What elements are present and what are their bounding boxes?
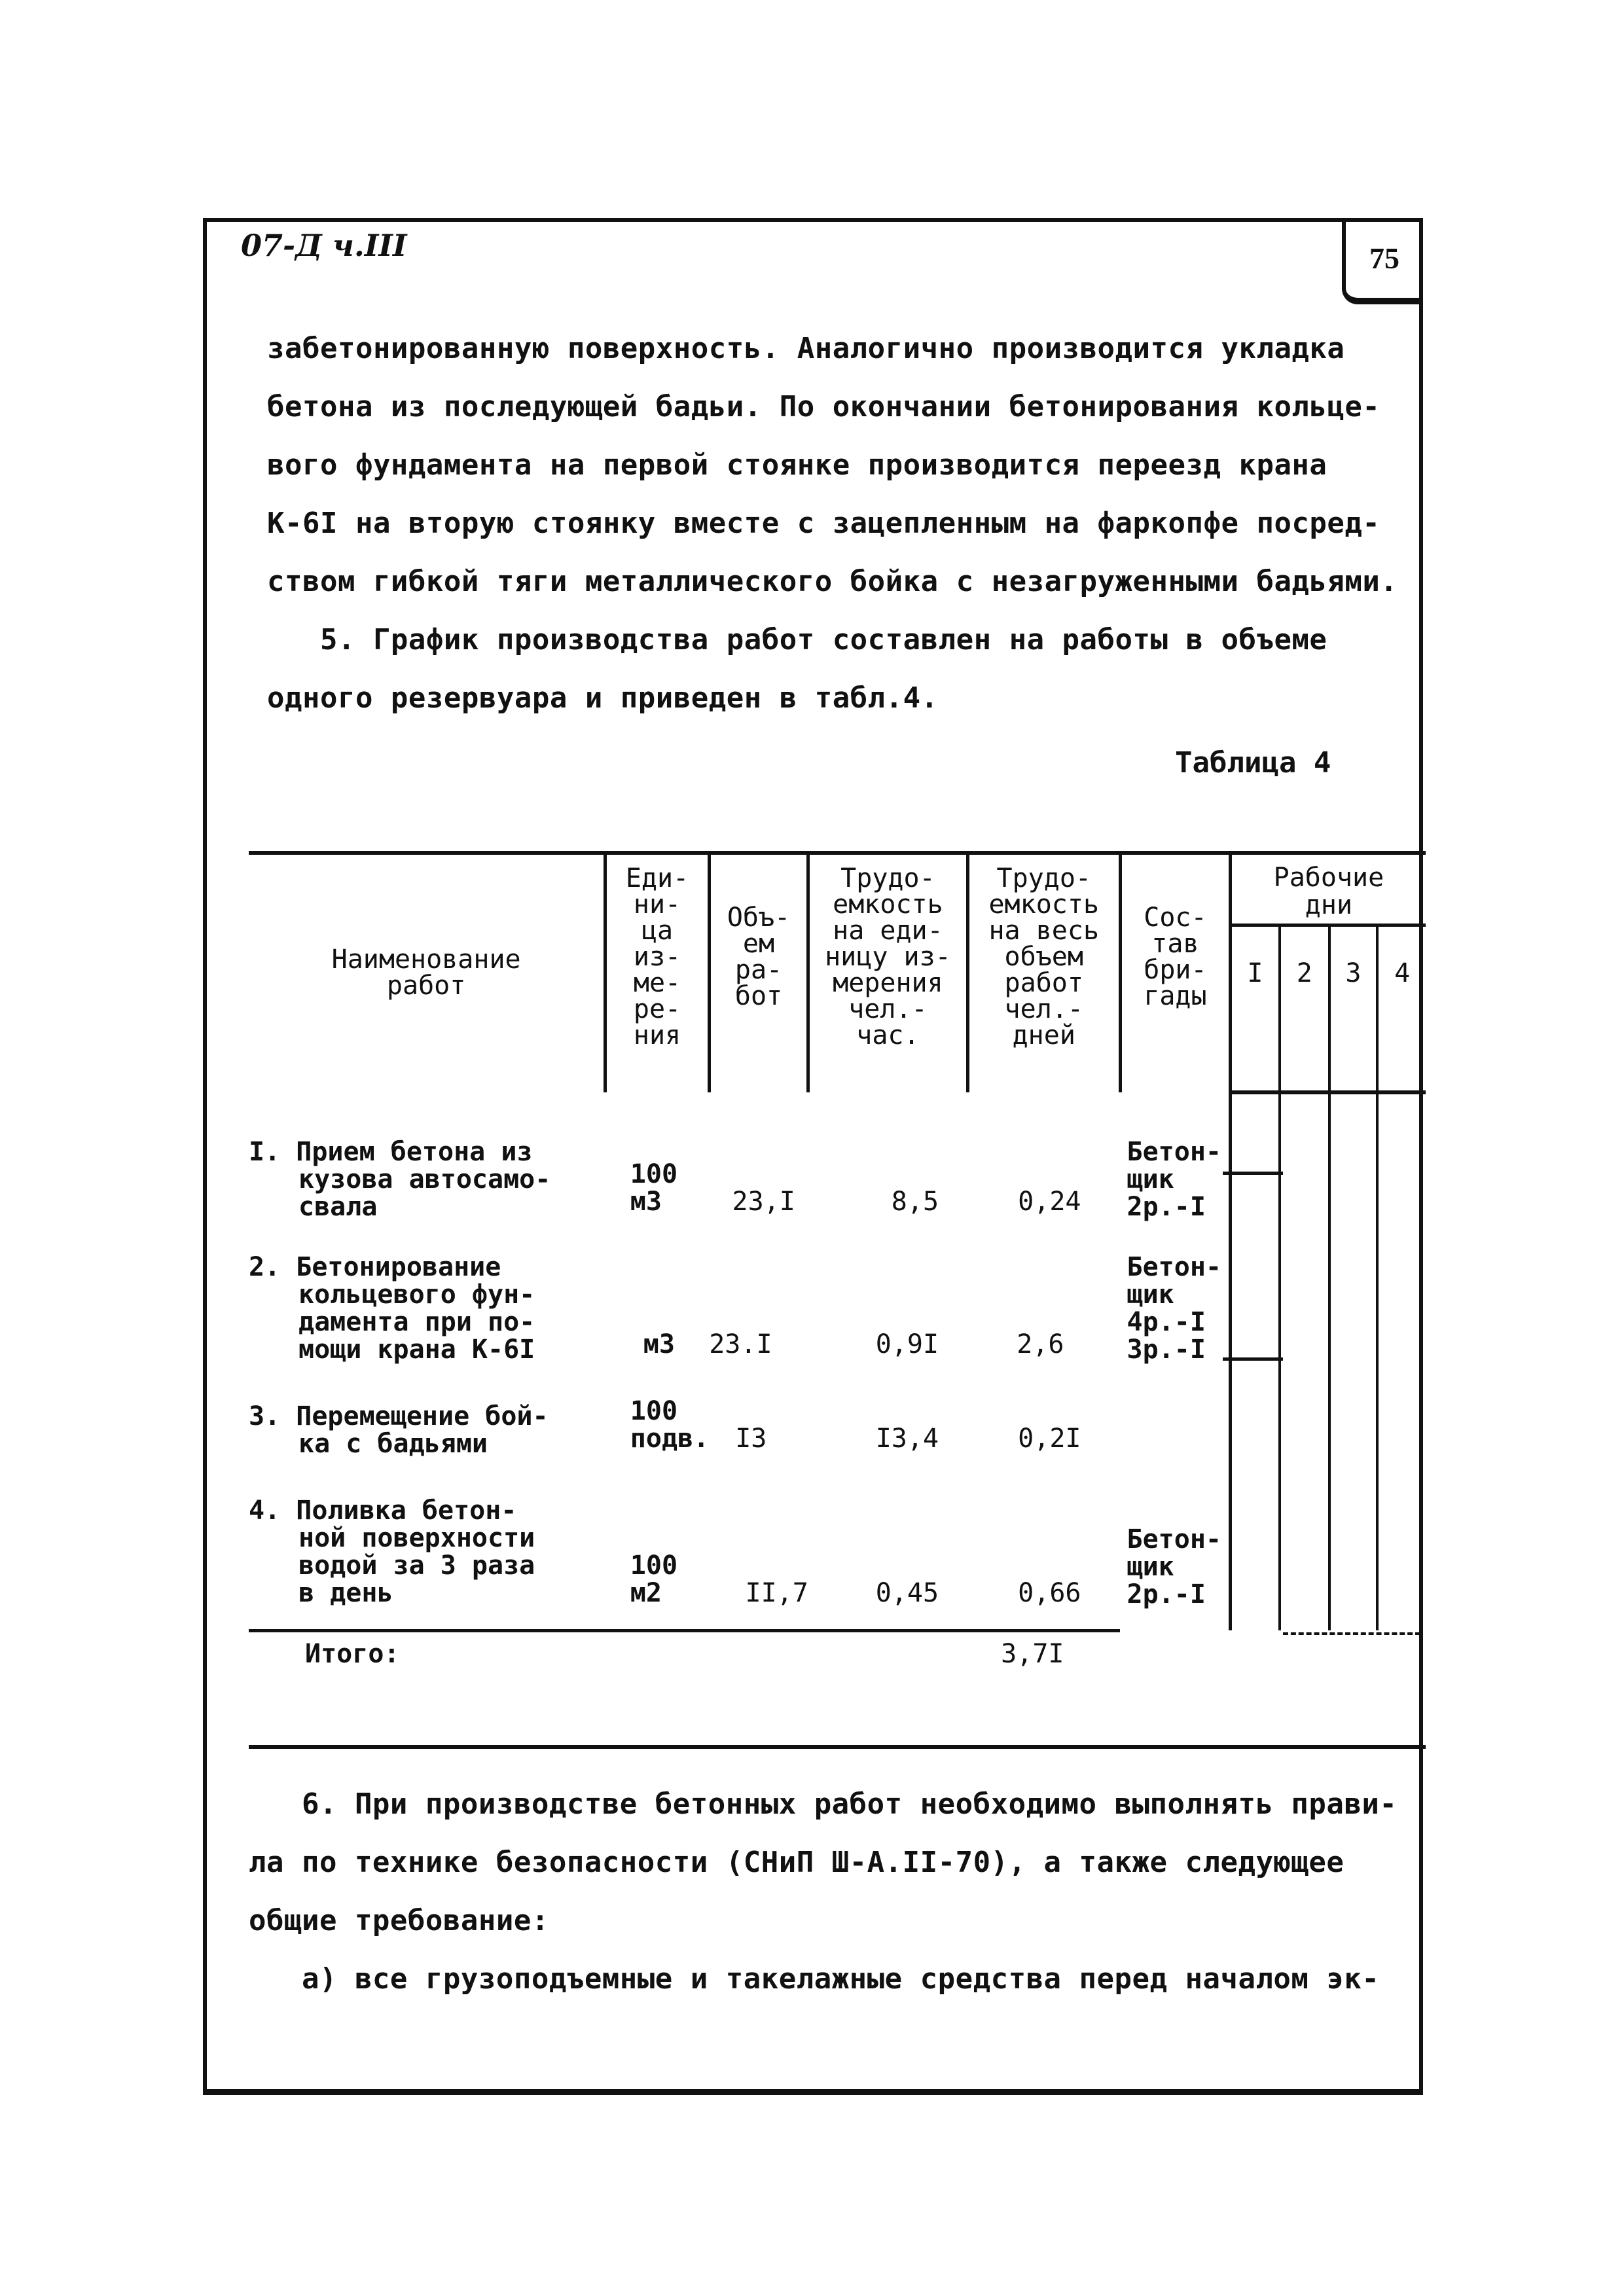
cell-line: 100 <box>630 1395 678 1426</box>
row-volume: 23,I <box>732 1186 795 1217</box>
row-name <box>249 1363 605 1458</box>
cell-line: м3 <box>630 1186 662 1217</box>
header-line: мерения <box>833 968 943 998</box>
header-line: дней <box>1012 1020 1075 1050</box>
text-line: вого фундамента на первой стоянке производится переезд крана <box>267 448 1327 482</box>
cell-line: Бетон- <box>1127 1136 1221 1167</box>
header-working-days <box>1230 853 1426 925</box>
header-line: Трудо- <box>840 863 935 893</box>
row-volume: I3 <box>735 1423 767 1454</box>
gantt-cell <box>1329 1363 1378 1458</box>
gantt-bar-dashed <box>1283 1632 1420 1644</box>
cell-line: 2р.-I <box>1127 1579 1206 1609</box>
cell-line: мощи крана К-6I <box>298 1334 535 1365</box>
cell-line: щик <box>1127 1164 1174 1194</box>
document-code-stamp: 07-Д ч.III <box>241 228 407 263</box>
cell-line: 100 <box>630 1158 678 1189</box>
cell-line: 3. Перемещение бой- <box>249 1401 549 1431</box>
row-unit <box>605 1363 709 1458</box>
cell-line: в день <box>298 1577 393 1608</box>
table-row <box>249 1221 1426 1363</box>
cell-line: 2р.-I <box>1127 1191 1206 1222</box>
row-labor-per-unit: 0,9I <box>875 1329 939 1359</box>
row-labor-per-unit: I3,4 <box>875 1423 939 1454</box>
gantt-cell <box>1280 1363 1329 1458</box>
header-line: дни <box>1305 890 1353 920</box>
row-unit <box>605 1458 709 1631</box>
cell-line: щик <box>1127 1279 1174 1310</box>
outro-text <box>249 1775 1407 2008</box>
cell-line: 4р.-I <box>1127 1306 1206 1337</box>
header-labor-total <box>967 853 1120 1092</box>
text-line: 6. При производстве бетонных работ необходимо выполнять прави- <box>249 1787 1398 1821</box>
gantt-cell <box>1377 1092 1426 1221</box>
gantt-cell <box>1377 1221 1426 1363</box>
cell-line: Бетон- <box>1127 1251 1221 1282</box>
header-line: бри- <box>1144 955 1207 985</box>
header-line: ме- <box>633 968 681 998</box>
header-line: чел.- <box>848 994 928 1024</box>
row-labor-total: 0,66 <box>1018 1577 1081 1608</box>
cell-line: свала <box>298 1191 378 1222</box>
total-empty <box>808 1630 967 1681</box>
gantt-cell <box>1230 1458 1280 1631</box>
cell-line: дамента при по- <box>298 1306 535 1337</box>
header-row <box>249 853 1426 925</box>
gantt-cell <box>1280 1458 1329 1631</box>
header-line: ца <box>641 916 674 946</box>
cell-line: кузова автосамо- <box>298 1164 551 1194</box>
header-line: Еди- <box>625 863 689 893</box>
day-2: 2 <box>1280 925 1329 1092</box>
header-line: тав <box>1151 929 1199 959</box>
row-volume: II,7 <box>745 1577 808 1608</box>
header-line: объем <box>1004 942 1083 972</box>
gantt-cell <box>1377 1458 1426 1631</box>
cell-line: I. Прием бетона из <box>249 1136 533 1167</box>
header-crew <box>1120 853 1230 1092</box>
table-row <box>249 1363 1426 1458</box>
gantt-cell <box>1329 1221 1378 1363</box>
text-line: общие требование: <box>249 1904 549 1937</box>
header-line: Наименование <box>331 944 521 975</box>
gantt-cell <box>1230 1363 1280 1458</box>
header-labor-per-unit <box>808 853 967 1092</box>
row-name <box>249 1092 605 1221</box>
header-line: Рабочие <box>1273 863 1384 893</box>
cell-line: Бетон- <box>1127 1524 1221 1554</box>
cell-line: ка с бадьями <box>298 1428 488 1459</box>
gantt-cell <box>1280 1092 1329 1221</box>
header-name <box>249 853 605 1092</box>
row-labor-total: 2,6 <box>1017 1329 1064 1359</box>
header-line: чел.- <box>1004 994 1083 1024</box>
header-line: ни- <box>633 889 681 920</box>
text-line: бетона из последующей бадьи. По окончании бетонирования кольце- <box>267 390 1380 423</box>
cell-line: 2. Бетонирование <box>249 1251 501 1282</box>
table-bottom-rule <box>249 1745 1426 1749</box>
cell-line: кольцевого фун- <box>298 1279 535 1310</box>
row-labor-total: 0,24 <box>1018 1186 1081 1217</box>
gantt-bar <box>1223 1357 1283 1361</box>
row-name <box>249 1458 605 1631</box>
row-crew <box>1120 1363 1230 1458</box>
text-line: ла по технике безопасности (СНиП Ш-А.II-70), а также следующее <box>249 1846 1344 1879</box>
row-crew <box>1120 1221 1230 1363</box>
header-line: емкость <box>833 889 943 920</box>
row-labor-per-unit: 8,5 <box>891 1186 939 1217</box>
gantt-cell <box>1329 1092 1378 1221</box>
header-line: ния <box>633 1020 681 1050</box>
day-1: I <box>1230 925 1280 1092</box>
day-3: 3 <box>1329 925 1378 1092</box>
header-line: работ <box>1004 968 1083 998</box>
text-line: одного резервуара и приведен в табл.4. <box>267 681 939 715</box>
row-crew <box>1120 1458 1230 1631</box>
total-empty <box>605 1630 709 1681</box>
header-line: из- <box>633 942 681 972</box>
gantt-cell <box>1280 1221 1329 1363</box>
header-line: Объ- <box>727 903 791 933</box>
row-unit <box>605 1221 709 1363</box>
text-line: ством гибкой тяги металлического бойка с незагруженными бадьями. <box>267 565 1398 598</box>
cell-line: щик <box>1127 1551 1174 1582</box>
header-line: ницу из- <box>825 942 951 972</box>
header-line: гады <box>1144 981 1207 1011</box>
page-number-box <box>1342 218 1423 304</box>
total-label: Итого: <box>249 1630 605 1681</box>
header-line: работ <box>386 971 466 1001</box>
header-unit <box>605 853 709 1092</box>
total-empty <box>709 1630 808 1681</box>
gantt-cell <box>1230 1092 1280 1221</box>
header-line: бот <box>734 981 783 1011</box>
row-labor-total: 0,2I <box>1018 1423 1081 1454</box>
intro-text <box>267 319 1426 727</box>
cell-line: м2 <box>630 1577 662 1608</box>
work-schedule-table <box>249 851 1426 1681</box>
cell-line: водой за 3 раза <box>298 1550 535 1581</box>
gantt-cell <box>1377 1363 1426 1458</box>
day-4: 4 <box>1377 925 1426 1092</box>
row-labor-per-unit: 0,45 <box>875 1577 939 1608</box>
header-line: на еди- <box>833 916 943 946</box>
row-crew <box>1120 1092 1230 1221</box>
page-number: 75 <box>1369 241 1399 275</box>
gantt-bar <box>1223 1172 1283 1175</box>
row-name <box>249 1221 605 1363</box>
header-line: Трудо- <box>996 863 1092 893</box>
cell-line: подв. <box>630 1423 710 1454</box>
row-volume: 23.I <box>709 1329 772 1359</box>
table-row <box>249 1458 1426 1631</box>
total-row <box>249 1630 1426 1681</box>
header-line: емкость <box>988 889 1100 920</box>
gantt-cell <box>1230 1221 1280 1363</box>
header-line: на весь <box>988 916 1100 946</box>
header-line: час. <box>856 1020 920 1050</box>
header-line: ре- <box>633 994 681 1024</box>
text-line: 5. График производства работ составлен на работы в объеме <box>267 623 1327 656</box>
text-line: а) все грузоподъемные и такелажные средства перед началом эк- <box>249 1962 1380 1996</box>
text-line: К-6I на вторую стоянку вместе с зацепленным на фаркопфе посред- <box>267 507 1380 540</box>
cell-line: 3р.-I <box>1127 1334 1206 1365</box>
text-line: забетонированную поверхность. Аналогично производится укладка <box>267 332 1345 365</box>
gantt-cell <box>1329 1458 1378 1631</box>
table-caption: Таблица 4 <box>1175 746 1331 780</box>
cell-line: ной поверхности <box>298 1522 535 1553</box>
header-volume <box>709 853 808 1092</box>
cell-line: м3 <box>643 1329 675 1359</box>
header-line: Сос- <box>1144 903 1207 933</box>
header-line: ра- <box>734 955 783 985</box>
table-row <box>249 1092 1426 1221</box>
cell-line: 100 <box>630 1550 678 1581</box>
total-value: 3,7I <box>967 1630 1120 1681</box>
row-unit <box>605 1092 709 1221</box>
cell-line: 4. Поливка бетон- <box>249 1495 517 1526</box>
header-line: ем <box>742 929 775 959</box>
